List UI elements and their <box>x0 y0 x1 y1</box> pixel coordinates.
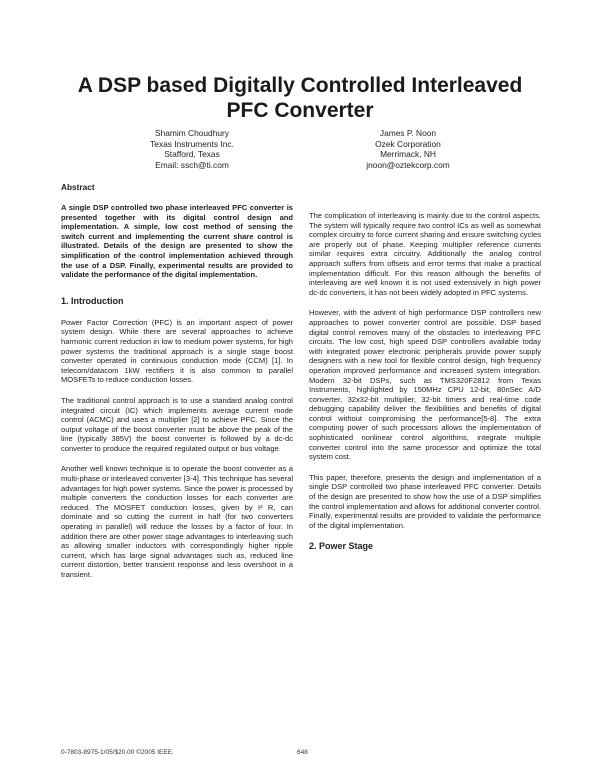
body-paragraph: This paper, therefore, presents the design and implementation of a single DSP controlled two phase interleaved PFC converter. Details of the design are presented to show how the use of a DSP simplifies the control implementation and allows for additional converter control. Finally, experimental results are provided to validate the performance of the digital implementation. <box>309 472 541 530</box>
author-block-1 <box>92 128 292 170</box>
author-org: Ozek Corporation <box>375 138 441 149</box>
body-paragraph: Power Factor Correction (PFC) is an important aspect of power system design. While there are several approaches to achieve harmonic current reduction in low to medium power systems, for high power systems the traditional approach is a single stage boost converter operated in continuous conduction mode (CCM) [1]. In telecom/datacom 1kW rectifiers it is also common to parallel MOSFETs to reduce conduction losses. <box>61 317 293 385</box>
paper-title-line-1: A DSP based Digitally Controlled Interleaved <box>77 74 523 97</box>
left-column <box>61 182 293 591</box>
abstract-heading: Abstract <box>61 182 95 192</box>
section-heading-introduction: 1. Introduction <box>61 295 124 306</box>
copyright-footer: 0-7803-8975-1/05/$20.00 ©2005 IEEE. <box>61 749 174 756</box>
author-block-2 <box>308 128 508 170</box>
paper-title-line-2: PFC Converter <box>226 99 374 122</box>
body-paragraph: The traditional control approach is to use a standard analog control integrated circuit (IC) which implements average current mode control (ACMC) and uses a multiplier [2] to achieve PFC. Since the output voltage of the boost converter must be above the peak of the line (typically 385V) the boost converter is followed by a dc-dc converter to produce the required regulated output or bus voltage. <box>61 395 293 453</box>
author-location: Merrimack, NH <box>380 149 436 159</box>
right-column <box>309 211 541 563</box>
author-email: jnoon@oztekcorp.com <box>366 159 450 170</box>
body-paragraph: Another well known technique is to operate the boost converter as a multi-phase or interleaved converter [3-4]. This technique has several advantages for high power systems. Since the power is processed by multiple converters the conduction losses for each converter are reduced. The MOSFET conduction losses, given by I² R, can dominate and so cutting the current in half (for two converters operating in parallel) will reduce the losses by a factor of four. In addition there are other power stage advantages to interleaving such as allowing smaller inductors with correspondingly higher ripple current, which has large signal advantages such as, reduced line current distortion, better transient response and less overshoot in a transient. <box>61 464 293 579</box>
abstract-text: A single DSP controlled two phase interleaved PFC converter is presented together with its digital control design and implementation. A simple, low cost method of sensing the switch current and implementing the current share control is illustrated. Details of the design are presented to show the simplification of the control implementation achieved through the use of a DSP. Finally, experimental results are provided to validate the performance of the digital implementation. <box>61 203 293 280</box>
author-name: James P. Noon <box>379 128 437 138</box>
author-location: Stafford, Texas <box>164 149 220 159</box>
author-org: Texas Instruments Inc. <box>150 138 234 149</box>
author-email: Email: ssch@ti.com <box>155 159 229 170</box>
author-name: Shamim Choudhury <box>154 128 229 138</box>
body-paragraph: The complication of interleaving is mainly due to the control aspects. The system will typically require two control ICs as well as somewhat complex circuitry to force current sharing and ensure switching cycles are properly out of phase. Keeping multiplier reference currents similar requires extra circuitry. Additionally the analog control approach suffers from offsets and error terms that make a practical implementation difficult. For this reason although the benefits of interleaving are well known it is not used extensively in high power dc-dc converters, it has not been widely adopted in PFC systems. <box>309 211 541 297</box>
section-heading-power-stage: 2. Power Stage <box>309 541 374 552</box>
page-number: 648 <box>297 749 308 756</box>
body-paragraph: However, with the advent of high performance DSP controllers new approaches to power converter control are possible. DSP based digital control removes many of the obstacles to interleaving PFC circuits. The low cost, high speed DSP controllers available today with integrated power electronic peripherals provide power supply designers with a new tool for flexible control design, high frequency operation improved performance and increased system integration. Modern 32-bit DSPs, such as TMS320F2812 from Texas Instruments, highlighted by 150MHz CPU 12-bit, 80nSec A/D converter, 32x32-bit multiplier, 32-bit timers and real-time code debugging capability deliver the flexibilities and benefits of digital control without compromising the performance[5-8]. The extra computing power of such processors allows the implementation of sophisticated nonlinear control algorithms, integrate multiple converter control into the same processor and optimize the total system cost. <box>309 308 541 462</box>
